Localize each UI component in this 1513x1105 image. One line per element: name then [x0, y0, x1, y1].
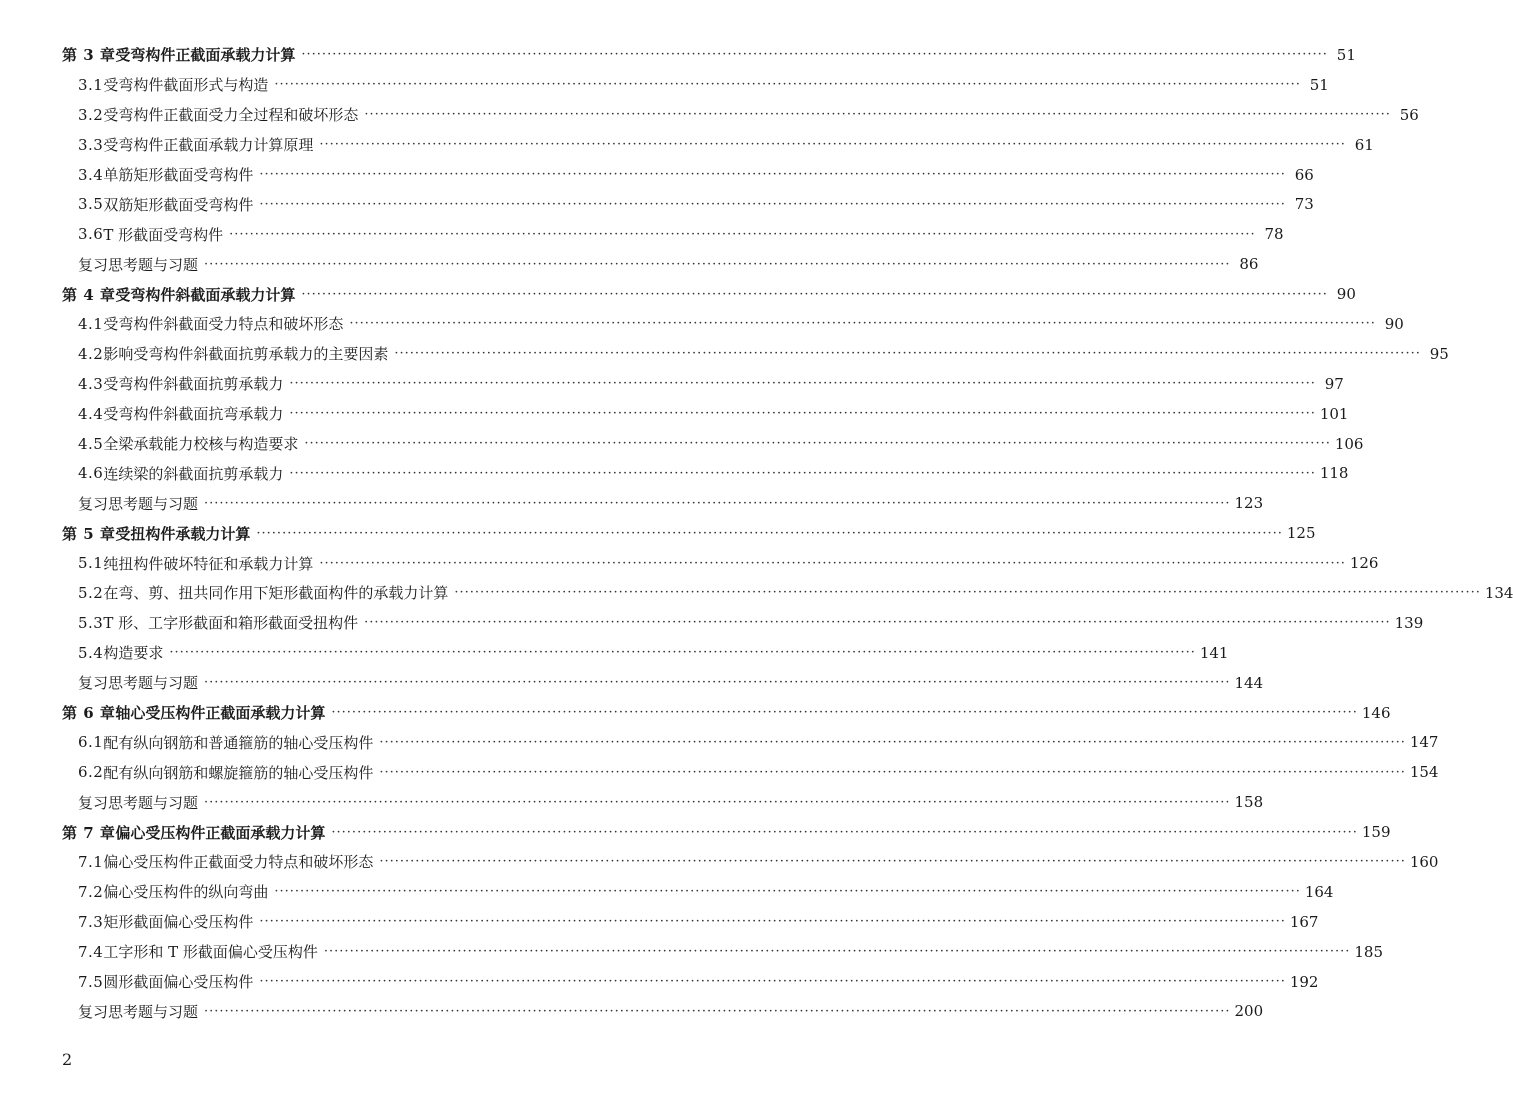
- toc-entry-title: 双筋矩形截面受弯构件: [103, 195, 254, 214]
- toc-section-row[interactable]: [62, 877, 1334, 907]
- toc-entry-title: 轴心受压构件正截面承载力计算: [115, 704, 326, 723]
- toc-entry-title: 纯扭构件破坏特征和承载力计算: [103, 554, 314, 573]
- toc-review-row[interactable]: [62, 488, 1264, 518]
- toc-entry-number: 7.4: [78, 942, 104, 961]
- toc-section-row[interactable]: [62, 130, 1374, 160]
- toc-entry-number: 6.2: [78, 763, 104, 782]
- toc-entry-page: 101: [1319, 404, 1349, 423]
- toc-section-row[interactable]: [62, 937, 1384, 967]
- toc-entry-page: 159: [1361, 823, 1391, 842]
- dot-leader: ········································································································································································································: [304, 436, 1331, 452]
- dot-leader: ········································································································································································································: [301, 47, 1328, 63]
- dot-leader: ········································································································································································································: [204, 794, 1231, 810]
- toc-section-row[interactable]: [62, 548, 1379, 578]
- toc-chapter-row[interactable]: [62, 698, 1391, 728]
- toc-entry-title: 复习思考题与习题: [78, 255, 199, 274]
- toc-entry-page: 78: [1264, 225, 1284, 244]
- toc-entry-page: 56: [1399, 105, 1419, 124]
- toc-entry-page: 95: [1429, 344, 1449, 363]
- toc-chapter-row[interactable]: [62, 40, 1356, 70]
- toc-entry-number: 第 5 章: [62, 524, 116, 543]
- toc-entry-page: 160: [1409, 852, 1439, 871]
- toc-review-row[interactable]: [62, 787, 1264, 817]
- toc-section-row[interactable]: [62, 399, 1349, 429]
- toc-entry-number: 4.4: [78, 404, 104, 423]
- dot-leader: ········································································································································································································: [349, 316, 1376, 332]
- dot-leader: ········································································································································································································: [259, 196, 1286, 212]
- dot-leader: ········································································································································································································: [259, 167, 1286, 182]
- dot-leader: ········································································································································································································: [319, 555, 1346, 571]
- toc-entry-title: T 形截面受弯构件: [103, 225, 224, 244]
- dot-leader: ········································································································································································································: [289, 406, 1316, 422]
- toc-entry-page: 51: [1309, 75, 1329, 94]
- toc-entry-title: 受弯构件正截面受力全过程和破坏形态: [103, 106, 359, 125]
- toc-entry-number: 5.3: [78, 613, 104, 632]
- toc-entry-number: 第 7 章: [62, 823, 116, 842]
- toc-entry-page: 123: [1234, 494, 1264, 513]
- toc-entry-number: 4.2: [78, 344, 104, 363]
- toc-entry-number: 3.1: [78, 75, 104, 94]
- toc-entry-page: 154: [1409, 763, 1439, 782]
- dot-leader: ········································································································································································································: [379, 764, 1406, 780]
- toc-chapter-row[interactable]: [62, 817, 1391, 847]
- toc-section-row[interactable]: [62, 847, 1439, 877]
- toc-entry-page: 139: [1394, 613, 1424, 632]
- table-of-contents: [62, 40, 1513, 1026]
- toc-entry-page: 141: [1199, 643, 1229, 662]
- toc-entry-title: 受弯构件正截面承载力计算: [115, 46, 296, 65]
- toc-section-row[interactable]: [62, 309, 1404, 339]
- dot-leader: ········································································································································································································: [301, 286, 1328, 302]
- toc-section-row[interactable]: [62, 100, 1419, 130]
- toc-section-row[interactable]: [62, 458, 1349, 488]
- toc-entry-title: 偏心受压构件正截面承载力计算: [115, 823, 326, 842]
- toc-entry-title: 复习思考题与习题: [78, 674, 199, 693]
- toc-chapter-row[interactable]: [62, 279, 1356, 309]
- toc-entry-page: 167: [1289, 912, 1319, 931]
- toc-entry-number: 3.6: [78, 225, 104, 244]
- toc-entry-page: 126: [1349, 554, 1379, 573]
- toc-chapter-row[interactable]: [62, 518, 1316, 548]
- toc-entry-title: 复习思考题与习题: [78, 494, 199, 513]
- toc-section-row[interactable]: [62, 757, 1439, 787]
- toc-entry-page: 118: [1319, 464, 1349, 483]
- toc-entry-title: 连续梁的斜截面抗剪承载力: [103, 464, 284, 483]
- dot-leader: ········································································································································································································: [394, 346, 1421, 362]
- toc-entry-page: 200: [1234, 1002, 1264, 1021]
- toc-entry-number: 3.2: [78, 105, 104, 124]
- toc-entry-page: 86: [1239, 255, 1259, 274]
- toc-entry-title: 构造要求: [103, 644, 164, 663]
- toc-entry-title: 受弯构件斜截面抗弯承载力: [103, 405, 284, 424]
- dot-leader: ········································································································································································································: [259, 914, 1286, 930]
- toc-entry-title: 复习思考题与习题: [78, 1002, 199, 1021]
- toc-entry-title: 矩形截面偏心受压构件: [103, 913, 254, 932]
- toc-section-row[interactable]: [62, 369, 1344, 399]
- toc-entry-number: 4.3: [78, 374, 104, 393]
- toc-entry-page: 73: [1294, 195, 1314, 214]
- toc-entry-page: 185: [1354, 942, 1384, 961]
- toc-entry-title: 全梁承载能力校核与构造要求: [103, 435, 299, 454]
- toc-section-row[interactable]: [62, 578, 1513, 608]
- toc-entry-page: 51: [1336, 45, 1356, 64]
- dot-leader: ········································································································································································································: [379, 854, 1406, 870]
- toc-section-row[interactable]: [62, 160, 1314, 190]
- toc-entry-page: 125: [1286, 524, 1316, 543]
- dot-leader: ········································································································································································································: [364, 107, 1391, 123]
- toc-entry-page: 97: [1324, 374, 1344, 393]
- dot-leader: ········································································································································································································: [229, 226, 1256, 242]
- toc-entry-number: 第 4 章: [62, 285, 116, 304]
- toc-entry-title: 受弯构件斜截面承载力计算: [115, 285, 296, 304]
- dot-leader: ········································································································································································································: [364, 615, 1391, 631]
- toc-entry-number: 第 6 章: [62, 704, 116, 723]
- toc-review-row[interactable]: [62, 997, 1264, 1027]
- toc-entry-title: 受弯构件斜截面抗剪承载力: [103, 375, 284, 394]
- toc-review-row[interactable]: [62, 249, 1259, 279]
- toc-entry-title: 偏心受压构件正截面受力特点和破坏形态: [103, 853, 374, 872]
- toc-entry-page: 61: [1354, 135, 1374, 154]
- dot-leader: ········································································································································································································: [274, 884, 1301, 900]
- toc-entry-page: 144: [1234, 673, 1264, 692]
- toc-entry-number: 5.1: [78, 554, 104, 573]
- toc-section-row[interactable]: [62, 608, 1424, 638]
- toc-entry-title: 影响受弯构件斜截面抗剪承载力的主要因素: [103, 345, 389, 364]
- dot-leader: ········································································································································································································: [259, 974, 1286, 990]
- toc-entry-page: 147: [1409, 733, 1439, 752]
- toc-entry-page: 146: [1361, 703, 1391, 722]
- toc-entry-page: 134: [1484, 583, 1513, 602]
- toc-entry-number: 4.6: [78, 464, 104, 483]
- toc-entry-number: 7.2: [78, 882, 104, 901]
- toc-entry-number: 7.3: [78, 912, 104, 931]
- toc-entry-title: 配有纵向钢筋和螺旋箍筋的轴心受压构件: [103, 763, 374, 782]
- toc-entry-number: 5.4: [78, 643, 104, 662]
- toc-entry-title: 工字形和 T 形截面偏心受压构件: [103, 943, 318, 962]
- toc-entry-title: 在弯、剪、扭共同作用下矩形截面构件的承载力计算: [103, 584, 449, 603]
- dot-leader: ········································································································································································································: [289, 465, 1316, 481]
- toc-entry-page: 106: [1334, 434, 1364, 453]
- toc-section-row[interactable]: [62, 727, 1439, 757]
- toc-entry-number: 3.4: [78, 165, 104, 184]
- dot-leader: ········································································································································································································: [169, 645, 1196, 661]
- toc-section-row[interactable]: [62, 70, 1329, 100]
- toc-entry-title: 受扭构件承载力计算: [115, 524, 251, 543]
- dot-leader: ········································································································································································································: [289, 376, 1316, 392]
- toc-section-row[interactable]: [62, 638, 1229, 668]
- toc-section-row[interactable]: [62, 907, 1319, 937]
- toc-entry-page: 158: [1234, 793, 1264, 812]
- dot-leader: ········································································································································································································: [454, 585, 1481, 601]
- toc-entry-page: 90: [1336, 285, 1356, 304]
- dot-leader: ········································································································································································································: [204, 675, 1231, 691]
- toc-entry-number: 6.1: [78, 733, 104, 752]
- toc-section-row[interactable]: [62, 219, 1284, 249]
- dot-leader: ········································································································································································································: [379, 734, 1406, 750]
- toc-entry-number: 3.3: [78, 135, 104, 154]
- toc-section-row[interactable]: [62, 339, 1449, 369]
- toc-entry-page: 192: [1289, 972, 1319, 991]
- toc-section-row[interactable]: [62, 189, 1314, 219]
- toc-entry-number: 4.1: [78, 314, 104, 333]
- toc-entry-number: 5.2: [78, 583, 104, 602]
- toc-section-row[interactable]: [62, 967, 1319, 997]
- dot-leader: ········································································································································································································: [323, 944, 1351, 960]
- toc-section-row[interactable]: [62, 429, 1364, 459]
- toc-entry-page: 90: [1384, 314, 1404, 333]
- toc-entry-title: 复习思考题与习题: [78, 793, 199, 812]
- toc-review-row[interactable]: [62, 668, 1264, 698]
- toc-entry-page: 66: [1294, 165, 1314, 184]
- toc-entry-number: 3.5: [78, 195, 104, 214]
- toc-entry-title: 受弯构件正截面承载力计算原理: [103, 136, 314, 155]
- toc-entry-title: 偏心受压构件的纵向弯曲: [103, 883, 269, 902]
- toc-entry-number: 4.5: [78, 434, 104, 453]
- toc-entry-title: 圆形截面偏心受压构件: [103, 973, 254, 992]
- page-number: 2: [62, 1050, 73, 1069]
- toc-entry-title: 受弯构件斜截面受力特点和破坏形态: [103, 315, 344, 334]
- dot-leader: ········································································································································································································: [319, 137, 1346, 153]
- dot-leader: ········································································································································································································: [256, 525, 1283, 541]
- dot-leader: ········································································································································································································: [204, 1003, 1231, 1019]
- dot-leader: ········································································································································································································: [274, 77, 1301, 93]
- toc-entry-number: 7.1: [78, 852, 104, 871]
- toc-entry-title: 单筋矩形截面受弯构件: [103, 166, 254, 184]
- toc-entry-page: 164: [1304, 882, 1334, 901]
- dot-leader: ········································································································································································································: [331, 705, 1358, 721]
- toc-entry-title: 受弯构件截面形式与构造: [103, 76, 269, 95]
- toc-entry-number: 7.5: [78, 972, 104, 991]
- dot-leader: ········································································································································································································: [204, 256, 1231, 272]
- dot-leader: ········································································································································································································: [204, 495, 1231, 511]
- toc-entry-title: 配有纵向钢筋和普通箍筋的轴心受压构件: [103, 733, 374, 752]
- dot-leader: ········································································································································································································: [331, 824, 1358, 840]
- toc-entry-title: T 形、工字形截面和箱形截面受扭构件: [103, 614, 359, 633]
- toc-entry-number: 第 3 章: [62, 46, 116, 65]
